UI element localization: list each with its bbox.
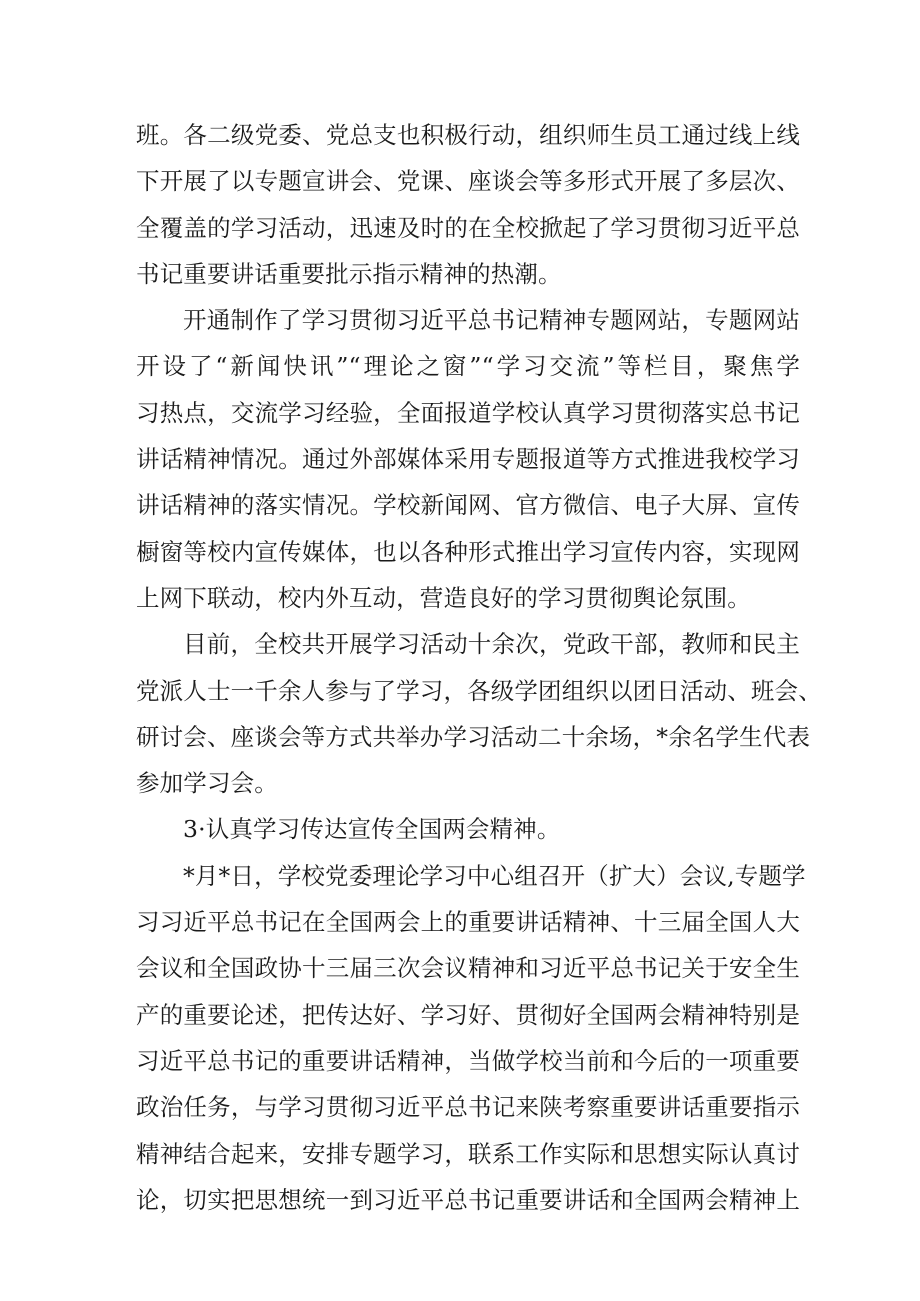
text-line: 精神结合起来，安排专题学习，联系工作实际和思想实际认真讨 (136, 1139, 800, 1168)
text-line: 班。各二级党委、党总支也积极行动，组织师生员工通过线上线 (136, 121, 800, 149)
text-line: 论，切实把思想统一到习近平总书记重要讲话和全国两会精神上 (136, 1185, 800, 1214)
text-line: 橱窗等校内宣传媒体，也以各种形式推出学习宣传内容，实现网 (136, 537, 800, 566)
text-line: 习习近平总书记在全国两会上的重要讲话精神、十三届全国人大 (136, 908, 800, 937)
text-line: 讲话精神情况。通过外部媒体采用专题报道等方式推进我校学习 (136, 445, 800, 474)
text-line: 下开展了以专题宣讲会、党课、座谈会等多形式开展了多层次、 (136, 167, 800, 196)
text-line: 党派人士一千余人参与了学习，各级学团组织以团日活动、班会、 (136, 676, 822, 705)
text-line: 会议和全国政协十三届三次会议精神和习近平总书记关于安全生 (136, 954, 800, 983)
text-line: 习热点，交流学习经验，全面报道学校认真学习贯彻落实总书记 (136, 398, 800, 427)
document-body (136, 112, 822, 1223)
text-line: 习近平总书记的重要讲话精神，当做学校当前和今后的一项重要 (136, 1046, 800, 1075)
text-line: 全覆盖的学习活动，迅速及时的在全校掀起了学习贯彻习近平总 (136, 213, 800, 242)
text-line: 开设了“新闻快讯”“理论之窗”“学习交流”等栏目，聚焦学 (136, 352, 800, 381)
paragraph-start-line: 开通制作了学习贯彻习近平总书记精神专题网站，专题网站 (183, 306, 800, 335)
text-line: 书记重要讲话重要批示指示精神的热潮。 (136, 259, 562, 288)
text-line: 参加学习会。 (136, 769, 278, 798)
text-line: 上网下联动，校内外互动，营造良好的学习贯彻舆论氛围。 (136, 583, 751, 612)
text-line: 产的重要论述，把传达好、学习好、贯彻好全国两会精神特别是 (136, 1000, 800, 1029)
paragraph-start-line: *月*日，学校党委理论学习中心组召开（扩大）会议,专题学 (183, 861, 806, 890)
section-heading: 3·认真学习传达宣传全国两会精神。 (183, 815, 561, 844)
text-line: 讲话精神的落实情况。学校新闻网、官方微信、电子大屏、宣传 (136, 491, 800, 520)
text-line: 政治任务，与学习贯彻习近平总书记来陕考察重要讲话重要指示 (136, 1093, 800, 1122)
text-line: 研讨会、座谈会等方式共举办学习活动二十余场，*余名学生代表 (136, 722, 811, 751)
paragraph-start-line: 目前，全校共开展学习活动十余次，党政干部，教师和民主 (183, 630, 800, 659)
